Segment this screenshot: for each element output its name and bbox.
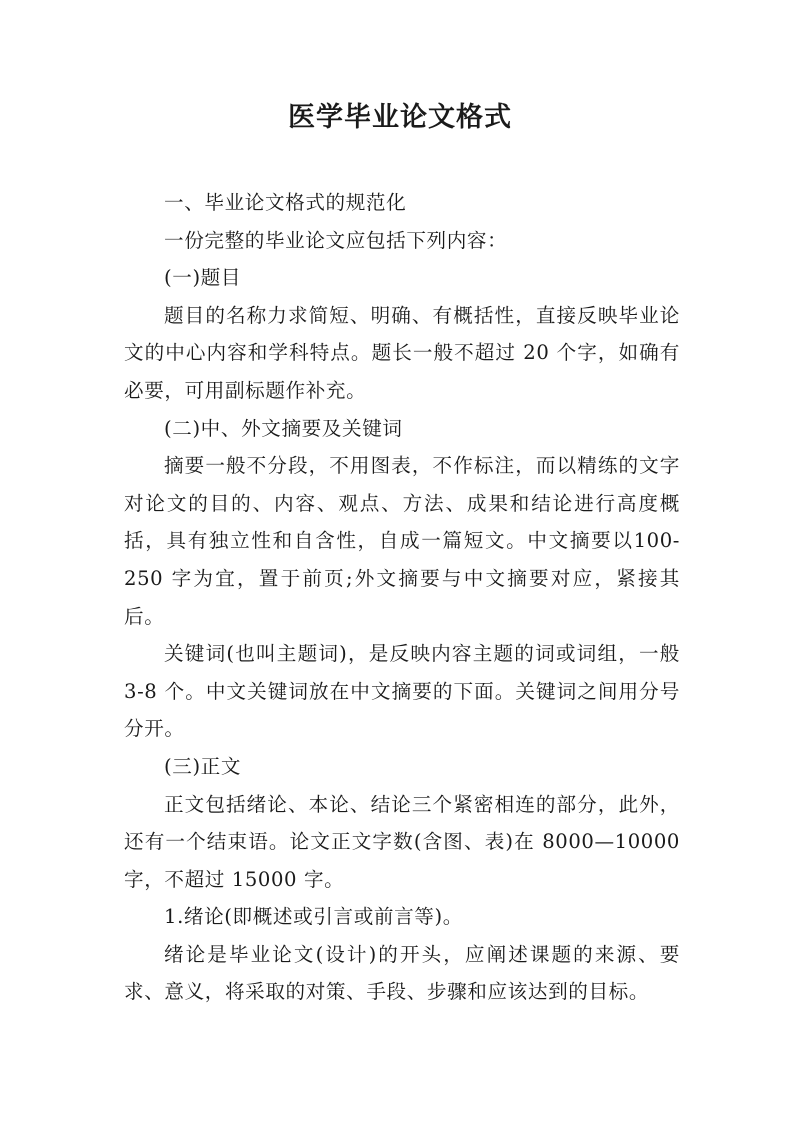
section-heading: 一、毕业论文格式的规范化: [164, 191, 407, 214]
subsection-heading: (二)中、外文摘要及关键词: [164, 416, 403, 440]
numbered-heading: 1.绪论(即概述或引言或前言等)。: [164, 905, 463, 929]
body-paragraph: 正文包括绪论、本论、结论三个紧密相连的部分，此外，还有一个结束语。论文正文字数(含图、表)在 8000—10000字，不超过 15000 字。: [124, 792, 680, 891]
body-paragraph: 绪论是毕业论文(设计)的开头，应阐述课题的来源、要求、意义，将采取的对策、手段、步骤和应该达到的目标。: [124, 942, 680, 1004]
subsection-heading: (一)题目: [164, 266, 242, 290]
body-paragraph: 题目的名称力求简短、明确、有概括性，直接反映毕业论文的中心内容和学科特点。题长一般不超过 20 个字，如确有必要，可用副标题作补充。: [124, 303, 680, 402]
document-body: [124, 184, 680, 1011]
body-paragraph: 摘要一般不分段，不用图表，不作标注，而以精练的文字对论文的目的、内容、观点、方法、成果和结论进行高度概括，具有独立性和自含性，自成一篇短文。中文摘要以100-250 字为宜，置于前页;外文摘要与中文摘要对应，紧接其后。: [124, 454, 680, 628]
body-paragraph: 关键词(也叫主题词)，是反映内容主题的词或词组，一般 3-8 个。中文关键词放在中文摘要的下面。关键词之间用分号分开。: [124, 642, 680, 741]
document-title: 医学毕业论文格式: [288, 102, 512, 133]
subsection-heading: (三)正文: [164, 754, 242, 778]
body-paragraph: 一份完整的毕业论文应包括下列内容：: [164, 228, 508, 252]
